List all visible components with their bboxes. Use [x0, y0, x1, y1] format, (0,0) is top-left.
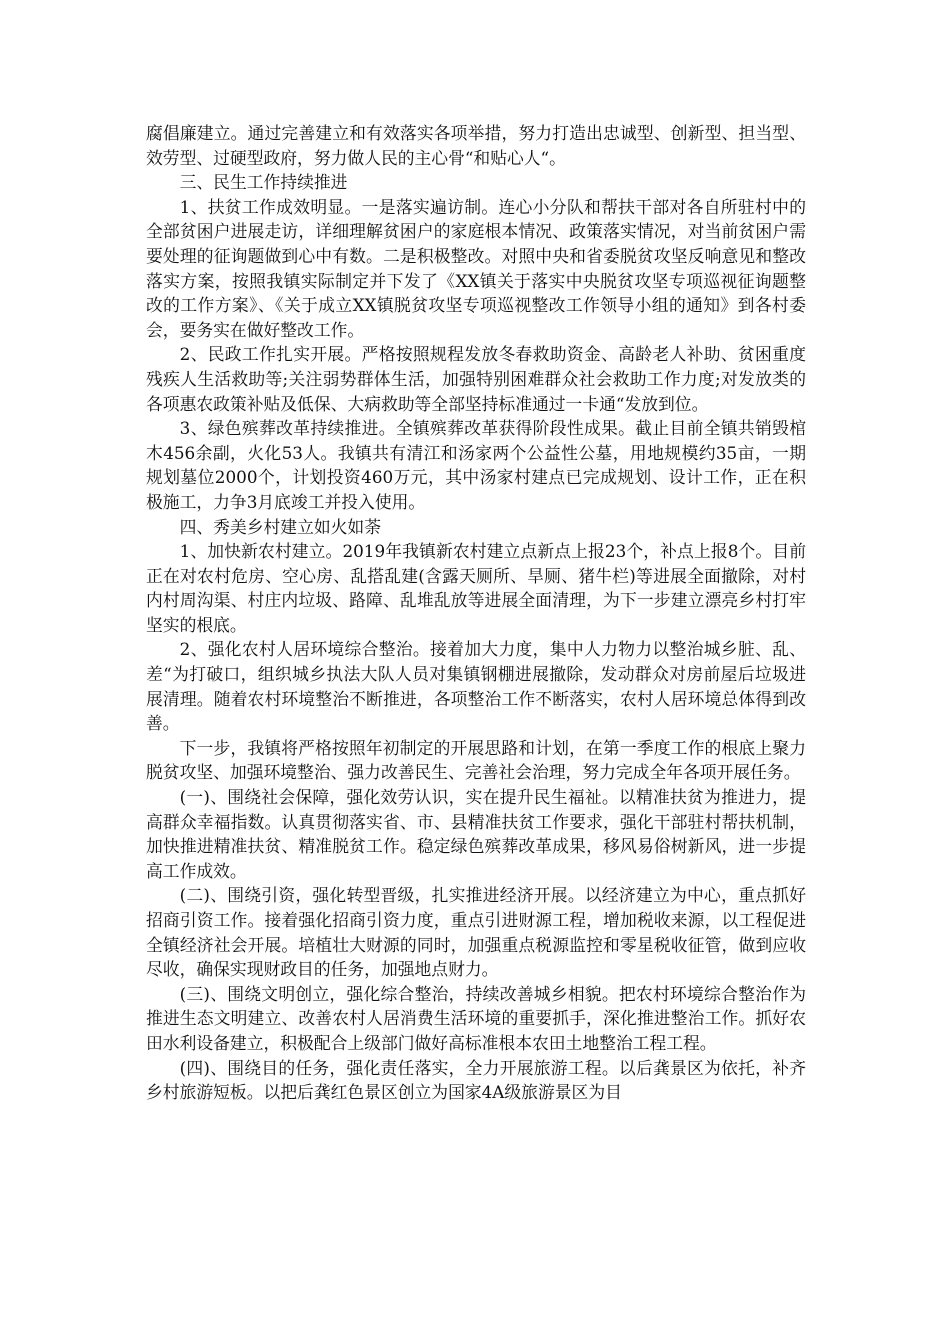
section-heading-4: 四、秀美乡村建立如火如荼: [179, 516, 381, 537]
paragraph-continuation: 腐倡廉建立。通过完善建立和有效落实各项举措，努力打造出忠诚型、创新型、担当型、效劳型、过硬型政府，努力做人民的主心骨“和贴心人“。: [146, 123, 806, 168]
paragraph-funeral-reform: 3、绿色殡葬改革持续推进。全镇殡葬改革获得阶段性成果。截止目前全镇共销毁棺木456余副，火化53人。我镇共有清江和汤家两个公益性公墓，用地规模约35亩，一期规划墓位2000个，计划投资460万元，其中汤家村建点已完成规划、设计工作，正在积极施工，力争3月底竣工并投入使用。: [146, 418, 806, 512]
paragraph-item-2: (二)、围绕引资，强化转型晋级，扎实推进经济开展。以经济建立为中心，重点抓好招商引资工作。接着强化招商引资力度，重点引进财源工程，增加税收来源，以工程促进全镇经济社会开展。培植壮大财源的同时，加强重点税源监控和零星税收征管，做到应收尽收，确保实现财政目的任务，加强地点财力。: [146, 885, 806, 980]
paragraph-poverty-relief: 1、扶贫工作成效明显。一是落实遍访制。连心小分队和帮扶干部对各自所驻村中的全部贫困户进展走访，详细理解贫困户的家庭根本情况、政策落实情况，对当前贫困户需要处理的征询题做到心中有数。二是积极整改。对照中央和省委脱贫攻坚反响意见和整改落实方案，按照我镇实际制定并下发了《XX镇关于落实中央脱贫攻坚专项巡视征询题整改的工作方案》、《关于成立XX镇脱贫攻坚专项巡视整改工作领导小组的通知》到各村委会，要务实在做好整改工作。: [146, 196, 806, 340]
paragraph-next-step: 下一步，我镇将严格按照年初制定的开展思路和计划，在第一季度工作的根底上聚力脱贫攻坚、加强环境整治、强力改善民生、完善社会治理，努力完成全年各项开展任务。: [146, 737, 806, 783]
paragraph-civil-affairs: 2、民政工作扎实开展。严格按照规程发放冬春救助资金、高龄老人补助、贫困重度残疾人生活救助等;关注弱势群体生活，加强特别困难群众社会救助工作力度;对发放类的各项惠农政策补贴及低保、大病救助等全部坚持标准通过一卡通“发放到位。: [146, 344, 806, 414]
paragraph-item-4: (四)、围绕目的任务，强化责任落实，全力开展旅游工程。以后龚景区为依托，补齐乡村旅游短板。以把后龚红色景区创立为国家4A级旅游景区为目: [146, 1057, 806, 1103]
paragraph-new-countryside: 1、加快新农村建立。2019年我镇新农村建立点新点上报23个，补点上报8个。目前正在对农村危房、空心房、乱搭乱建(含露天厕所、旱厕、猪牛栏)等进展全面撤除，对村内村周沟渠、村庄内垃圾、路障、乱堆乱放等进展全面清理，为下一步建立漂亮乡村打牢坚实的根底。: [146, 541, 806, 635]
document-body: [146, 121, 806, 1105]
paragraph-environment: 2、强化农村人居环境综合整治。接着加大力度，集中人力物力以整治城乡脏、乱、差“为打破口，组织城乡执法大队人员对集镇钢棚进展撤除，发动群众对房前屋后垃圾进展清理。随着农村环境整治不断推进，各项整治工作不断落实，农村人居环境总体得到改善。: [146, 639, 806, 734]
section-heading-3: 三、民生工作持续推进: [179, 172, 348, 193]
paragraph-item-3: (三)、围绕文明创立，强化综合整治，持续改善城乡相貌。把农村环境综合整治作为推进生态文明建立、改善农村人居消费生活环境的重要抓手，深化推进整治工作。抓好农田水利设备建立，积极配合上级部门做好高标准根本农田土地整治工程工程。: [146, 983, 806, 1053]
paragraph-item-1: (一)、围绕社会保障，强化效劳认识，实在提升民生福祉。以精准扶贫为推进力，提高群众幸福指数。认真贯彻落实省、市、县精准扶贫工作要求，强化干部驻村帮扶机制，加快推进精准扶贫、精准脱贫工作。稳定绿色殡葬改革成果，移风易俗树新风，进一步提高工作成效。: [146, 787, 806, 881]
